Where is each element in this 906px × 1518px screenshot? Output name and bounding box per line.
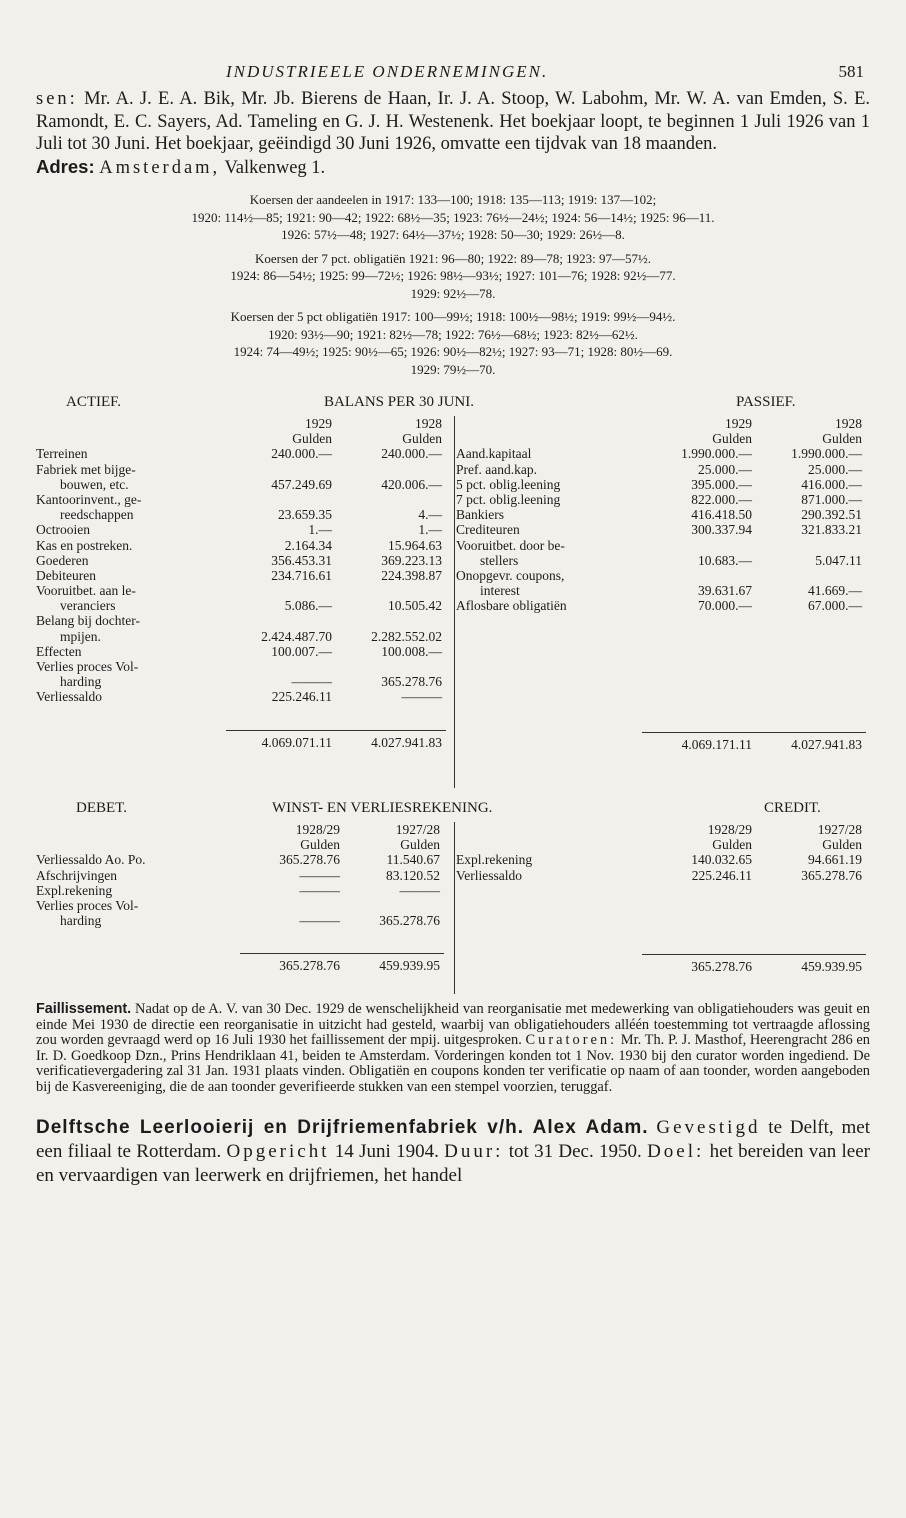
totals-row <box>456 959 870 974</box>
table-row <box>456 553 870 568</box>
item-label: harding <box>60 913 102 929</box>
total-rule <box>642 954 866 955</box>
item-label: harding <box>60 674 102 690</box>
item-label: Expl.rekening <box>456 852 533 868</box>
value-cell: ——— <box>399 882 440 898</box>
value-cell: 25.000.— <box>698 461 752 477</box>
value-cell: 10.505.42 <box>388 598 442 614</box>
table-row <box>456 568 870 583</box>
item-label: Onopgevr. coupons, <box>456 567 565 583</box>
item-label: Verliessaldo <box>36 689 102 705</box>
total-value: 459.939.95 <box>379 958 440 974</box>
table-row <box>456 538 870 553</box>
table-row <box>36 583 452 598</box>
value-cell: 10.683.— <box>698 552 752 568</box>
item-label: Verliessaldo Ao. Po. <box>36 852 146 868</box>
debet-heading: DEBET. <box>76 800 127 816</box>
totals-row <box>36 735 452 750</box>
table-row <box>36 507 452 522</box>
value-cell: 15.964.63 <box>388 537 442 553</box>
company-heading: Delftsche Leerlooierij en Drijfriemenfabriek v/h. Alex Adam. <box>36 1116 649 1138</box>
value-cell: 2.424.487.70 <box>261 628 332 644</box>
faillissement-label: Faillissement. <box>36 1001 132 1017</box>
balans-title: BALANS PER 30 JUNI. <box>324 394 475 410</box>
total-rule <box>240 953 444 954</box>
item-label: Afschrijvingen <box>36 867 117 883</box>
item-label: Aand.kapitaal <box>456 446 532 462</box>
table-row <box>36 553 452 568</box>
faillissement-text-2: Mr. Th. P. J. Masthof, Heerengracht 286 en Ir. D. Goedkoop Dzn., Prins Hendriklaan 41, beiden te Amsterdam. Vorderingen konden tot 1 Nov. 1930 bij den curator worden ingediend. De verificatievergadering zal 31 Jan. 1931 plaats vinden. Obligatiën en coupons konden ter verificatie op naam of aan toonder, worden aangeboden bij de Kasvereeniging, die de aan toonder geverifieerde stukken van een stempel voorzien, teruggaf. <box>36 1032 870 1095</box>
year-header-row <box>36 416 452 446</box>
value-cell: ——— <box>299 882 340 898</box>
item-label: Octrooien <box>36 522 90 538</box>
unit-label: Gulden <box>712 431 752 447</box>
wv-divider <box>454 822 455 994</box>
table-row <box>456 852 870 867</box>
table-row <box>36 674 452 689</box>
item-label: veranciers <box>60 598 116 614</box>
value-cell: 2.282.552.02 <box>371 628 442 644</box>
value-cell: 39.631.67 <box>698 583 752 599</box>
item-label: Fabriek met bijge- <box>36 461 136 477</box>
passief-heading: PASSIEF. <box>736 394 796 410</box>
duur-label: Duur: <box>444 1140 504 1162</box>
doel-text: het bereiden van leer en vervaardigen van leerwerk en drijfriemen, het handel <box>36 1140 870 1186</box>
total-value: 4.027.941.83 <box>371 734 442 750</box>
value-cell: 871.000.— <box>801 491 862 507</box>
running-title: INDUSTRIEELE ONDERNEMINGEN. <box>226 62 549 81</box>
table-row <box>36 689 452 704</box>
total-rule <box>226 730 446 731</box>
koersen-7pct-2: 1924: 86—54½; 1925: 99—72½; 1926: 98½—93½; 1927: 101—76; 1928: 92½—77. <box>230 268 676 283</box>
balans-heading <box>36 392 870 416</box>
value-cell: 365.278.76 <box>279 852 340 868</box>
item-label: 7 pct. oblig.leening <box>456 491 561 507</box>
value-cell: 225.246.11 <box>691 867 752 883</box>
table-row <box>456 598 870 613</box>
passief-column <box>456 416 870 753</box>
value-cell: 23.659.35 <box>278 507 332 523</box>
balans-divider <box>454 416 455 788</box>
table-row <box>36 868 452 883</box>
table-row <box>456 868 870 883</box>
item-label: Aflosbare obligatiën <box>456 598 567 614</box>
table-row <box>456 583 870 598</box>
value-cell: ——— <box>299 913 340 929</box>
gevestigd-label: Gevestigd <box>656 1116 761 1138</box>
value-cell: ——— <box>291 674 332 690</box>
value-cell: 240.000.— <box>381 446 442 462</box>
wv-table <box>36 822 870 1002</box>
table-row <box>36 852 452 867</box>
item-label: Vooruitbet. door be- <box>456 537 565 553</box>
intro-paragraph <box>36 88 870 179</box>
value-cell: 457.249.69 <box>271 476 332 492</box>
year-label: 1929 <box>305 416 332 431</box>
value-cell: 365.278.76 <box>379 913 440 929</box>
gevestigd-text: te Delft, met een filiaal te Rotterdam. <box>36 1116 870 1162</box>
actief-heading: ACTIEF. <box>66 394 122 410</box>
item-label: Bankiers <box>456 507 504 523</box>
value-cell: 416.418.50 <box>691 507 752 523</box>
item-label: Pref. aand.kap. <box>456 461 537 477</box>
debet-column <box>36 822 452 974</box>
year-label: 1928 <box>835 416 862 431</box>
koersen-block <box>36 191 870 378</box>
item-label: Verlies proces Vol- <box>36 659 139 675</box>
value-cell: 67.000.— <box>808 598 862 614</box>
unit-label: Gulden <box>400 837 440 853</box>
item-label: Goederen <box>36 552 89 568</box>
total-value: 4.069.171.11 <box>681 737 752 753</box>
koersen-aandeelen-3: 1926: 57½—48; 1927: 64½—37½; 1928: 50—30; 1929: 26½—8. <box>281 227 625 242</box>
value-cell: 100.008.— <box>381 643 442 659</box>
item-label: Kas en postreken. <box>36 537 133 553</box>
table-row <box>36 898 452 913</box>
table-row <box>36 492 452 507</box>
intro-lead: sen: <box>36 89 78 109</box>
intro-text: Mr. A. J. E. A. Bik, Mr. Jb. Bierens de Haan, Ir. J. A. Stoop, W. Labohm, Mr. W. A. van Emden, S. E. Ramondt, E. C. Sayers, Ad. Tameling en G. J. H. Westenenk. Het boekjaar loopt, te beginnen 1 Juli 1926 van 1 Juli tot 30 Juni. Het boekjaar, geëindigd 30 Juni 1926, omvatte een tijdvak van 18 maanden. <box>36 89 870 154</box>
value-cell: 1.— <box>418 522 442 538</box>
value-cell: 356.453.31 <box>271 552 332 568</box>
item-label: stellers <box>480 552 519 568</box>
year-label: 1928 <box>415 416 442 431</box>
opgericht-text: 14 Juni 1904. <box>329 1140 439 1162</box>
value-cell: 240.000.— <box>271 446 332 462</box>
item-label: bouwen, etc. <box>60 476 129 492</box>
table-row <box>456 446 870 461</box>
value-cell: 2.164.34 <box>284 537 332 553</box>
koersen-5pct-3: 1924: 74—49½; 1925: 90½—65; 1926: 90½—82½; 1927: 93—71; 1928: 80½—69. <box>233 344 673 359</box>
item-label: Crediteuren <box>456 522 520 538</box>
table-row <box>36 598 452 613</box>
table-row <box>36 613 452 628</box>
table-row <box>456 522 870 537</box>
curatoren-label: Curatoren: <box>525 1032 618 1049</box>
value-cell: 290.392.51 <box>801 507 862 523</box>
value-cell: 83.120.52 <box>386 867 440 883</box>
value-cell: 41.669.— <box>808 583 862 599</box>
value-cell: 365.278.76 <box>801 867 862 883</box>
table-spacer <box>36 705 452 735</box>
value-cell: 416.000.— <box>801 476 862 492</box>
unit-label: Gulden <box>300 837 340 853</box>
table-row <box>36 644 452 659</box>
year-label: 1928/29 <box>295 822 340 837</box>
adres-label: Adres: <box>36 155 95 177</box>
opgericht-label: Opgericht <box>226 1140 330 1162</box>
value-cell: 395.000.— <box>691 476 752 492</box>
faillissement-text: Nadat op de A. V. van 30 Dec. 1929 de wenschelijkheid van reorganisatie met medewerking van obligatiehouders was geuit en einde Mei 1930 de directie een reorganisatie in uitzicht had gesteld, waarbij van obligatiehouders alléén toestemming tot vertraagde aflossing zou worden gevraagd werd op 16 Juli 1930 het faillissement der mpij. uitgesproken. <box>36 1001 870 1049</box>
table-row <box>456 492 870 507</box>
table-row <box>456 477 870 492</box>
value-cell: 1.990.000.— <box>681 446 752 462</box>
running-head <box>36 58 870 88</box>
value-cell: 5.086.— <box>284 598 332 614</box>
koersen-5pct-2: 1920: 93½—90; 1921: 82½—78; 1922: 76½—68½; 1923: 82½—62½. <box>268 326 638 342</box>
item-label: Verliessaldo <box>456 867 522 883</box>
year-label: 1927/28 <box>395 822 440 837</box>
table-spacer <box>36 928 452 958</box>
koersen-7pct-3: 1929: 92½—78. <box>410 285 496 301</box>
item-label: Terreinen <box>36 446 88 462</box>
unit-label: Gulden <box>292 431 332 447</box>
wv-heading <box>36 798 870 822</box>
page <box>36 58 870 1207</box>
table-row <box>456 507 870 522</box>
item-label: Kantoorinvent., ge- <box>36 491 142 507</box>
year-label: 1927/28 <box>817 822 862 837</box>
value-cell: 4.— <box>418 507 442 523</box>
item-label: Belang bij dochter- <box>36 613 140 629</box>
faillissement-paragraph <box>36 1002 870 1096</box>
duur-text: tot 31 Dec. 1950. <box>503 1140 642 1162</box>
value-cell: 369.223.13 <box>381 552 442 568</box>
total-value: 365.278.76 <box>279 958 340 974</box>
item-label: Effecten <box>36 643 82 659</box>
adres-city: Amsterdam, <box>99 157 221 178</box>
delft-paragraph <box>36 1116 870 1188</box>
total-value: 4.069.071.11 <box>261 734 332 750</box>
value-cell: 822.000.— <box>691 491 752 507</box>
item-label: Verlies proces Vol- <box>36 897 139 913</box>
koersen-aandeelen-2: 1920: 114½—85; 1921: 90—42; 1922: 68½—35; 1923: 76½—24½; 1924: 56—14½; 1925: 96—11. <box>191 209 715 225</box>
table-row <box>456 462 870 477</box>
year-header-row <box>36 822 452 852</box>
value-cell: 1.990.000.— <box>791 446 862 462</box>
koersen-aandeelen-1: Koersen der aandeelen in 1917: 133—100; 1918: 135—113; 1919: 137—102; <box>249 192 657 207</box>
value-cell: 5.047.11 <box>815 552 862 568</box>
value-cell: 321.833.21 <box>801 522 862 538</box>
balans-table <box>36 416 870 796</box>
item-label: mpijen. <box>60 628 101 644</box>
value-cell: 11.540.67 <box>386 852 440 868</box>
value-cell: 234.716.61 <box>271 567 332 583</box>
totals-row <box>36 958 452 973</box>
table-row <box>36 477 452 492</box>
totals-row <box>456 737 870 752</box>
total-rule <box>642 732 866 733</box>
value-cell: 25.000.— <box>808 461 862 477</box>
value-cell: 365.278.76 <box>381 674 442 690</box>
table-spacer <box>456 883 870 959</box>
koersen-5pct-4: 1929: 79½—70. <box>410 361 496 377</box>
value-cell: 100.007.— <box>271 643 332 659</box>
value-cell: 70.000.— <box>698 598 752 614</box>
table-row <box>36 522 452 537</box>
value-cell: 224.398.87 <box>381 567 442 583</box>
year-label: 1929 <box>725 416 752 431</box>
doel-label: Doel: <box>647 1140 705 1162</box>
credit-column <box>456 822 870 974</box>
value-cell: 420.006.— <box>381 476 442 492</box>
unit-label: Gulden <box>822 431 862 447</box>
wv-title: WINST- EN VERLIESREKENING. <box>272 800 493 816</box>
koersen-5pct-1: Koersen der 5 pct obligatiën 1917: 100—99½; 1918: 100½—98½; 1919: 99½—94½. <box>230 309 676 324</box>
value-cell: 140.032.65 <box>691 852 752 868</box>
year-header-row <box>456 416 870 446</box>
value-cell: ——— <box>401 689 442 705</box>
unit-label: Gulden <box>822 837 862 853</box>
table-row <box>36 462 452 477</box>
table-row <box>36 446 452 461</box>
item-label: 5 pct. oblig.leening <box>456 476 561 492</box>
table-row <box>36 568 452 583</box>
unit-label: Gulden <box>402 431 442 447</box>
koersen-7pct-1: Koersen der 7 pct. obligatiën 1921: 96—80; 1922: 89—78; 1923: 97—57½. <box>254 250 652 266</box>
total-value: 4.027.941.83 <box>791 737 862 753</box>
total-value: 459.939.95 <box>801 958 862 974</box>
item-label: Debiteuren <box>36 567 96 583</box>
value-cell: 94.661.19 <box>808 852 862 868</box>
unit-label: Gulden <box>712 837 752 853</box>
value-cell: 1.— <box>308 522 332 538</box>
value-cell: 225.246.11 <box>271 689 332 705</box>
item-label: reedschappen <box>60 507 134 523</box>
total-value: 365.278.76 <box>691 958 752 974</box>
value-cell: 300.337.94 <box>691 522 752 538</box>
credit-heading: CREDIT. <box>764 800 821 816</box>
year-header-row <box>456 822 870 852</box>
page-number: 581 <box>838 62 864 81</box>
adres-street: Valkenweg 1. <box>220 157 326 178</box>
table-row <box>36 883 452 898</box>
table-row <box>36 629 452 644</box>
year-label: 1928/29 <box>707 822 752 837</box>
actief-column <box>36 416 452 750</box>
item-label: Expl.rekening <box>36 882 113 898</box>
table-spacer <box>456 613 870 737</box>
table-row <box>36 659 452 674</box>
table-row <box>36 913 452 928</box>
value-cell: ——— <box>299 867 340 883</box>
table-row <box>36 538 452 553</box>
item-label: interest <box>480 583 520 599</box>
item-label: Vooruitbet. aan le- <box>36 583 136 599</box>
